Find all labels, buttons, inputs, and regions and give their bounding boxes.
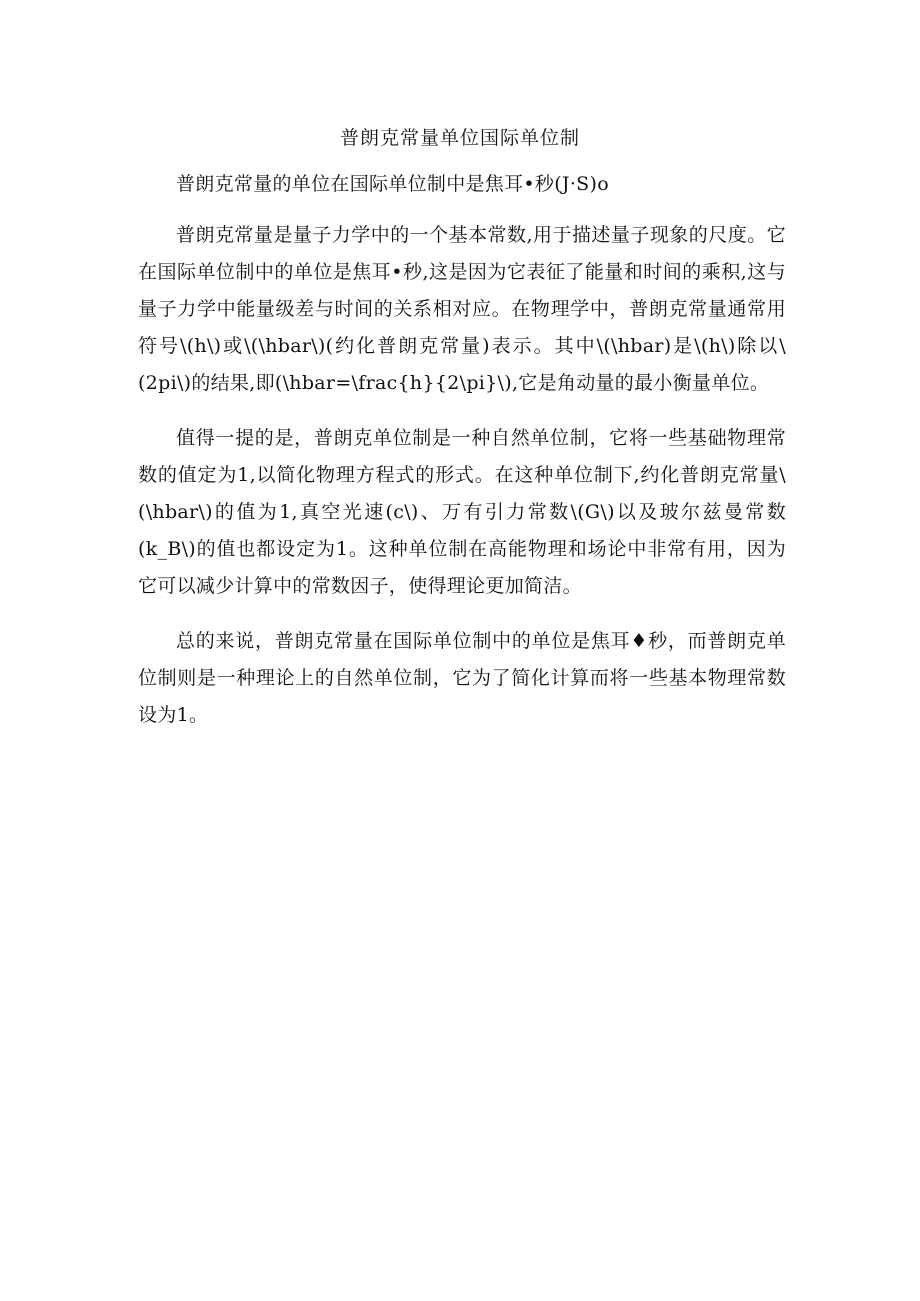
paragraph-planck-constant: 普朗克常量是量子力学中的一个基本常数,用于描述量子现象的尺度。它在国际单位制中的单位是焦耳•秒,这是因为它表征了能量和时间的乘积,这与量子力学中能量级差与时间的关系相对应。在物理学中，普朗克常量通常用符号\(h\)或\(\hbar\)(约化普朗克常量)表示。其中\(\hbar)是\(h\)除以\(2pi\)的结果,即(\hbar=\frac{h}{2\pi}\),它是角动量的最小衡量单位。: [138, 224, 786, 394]
paragraph-unit-statement: 普朗克常量的单位在国际单位制中是焦耳•秒(J·S)o: [176, 173, 609, 195]
document-title: 普朗克常量单位国际单位制: [339, 127, 580, 149]
paragraph-summary: 总的来说，普朗克常量在国际单位制中的单位是焦耳♦秒，而普朗克单位制则是一种理论上的自然单位制，它为了简化计算而将一些基本物理常数设为1。: [138, 630, 786, 726]
document-body: [138, 166, 786, 752]
paragraph-natural-units: 值得一提的是，普朗克单位制是一种自然单位制，它将一些基础物理常数的值定为1,以简化物理方程式的形式。在这种单位制下,约化普朗克常量\(\hbar\)的值为1,真空光速(c\)、万有引力常数\(G\)以及玻尔兹曼常数(k_B\)的值也都设定为1。这种单位制在高能物理和场论中非常有用，因为它可以减少计算中的常数因子，使得理论更加简洁。: [138, 427, 786, 597]
